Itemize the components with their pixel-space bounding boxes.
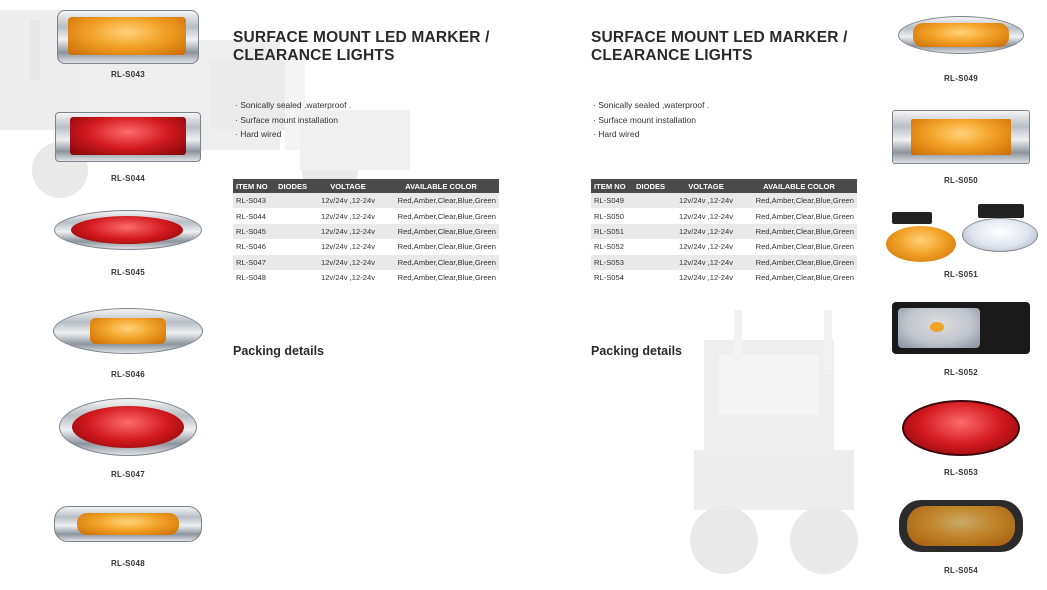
cell-diodes [633,239,671,254]
cell-diodes [633,255,671,270]
cell-diodes [633,224,671,239]
product-rl-s045 [48,210,208,277]
led-icon [930,322,944,332]
product-rl-s050 [881,110,1041,185]
marker-light-image [899,500,1023,552]
marker-light-image [54,506,202,542]
product-label: RL-S052 [943,368,979,377]
cell-color: Red,Amber,Clear,Blue,Green [397,242,496,252]
red-lens-icon [71,216,183,244]
cell-item-no: RL-S052 [594,242,624,252]
cell-color: Red,Amber,Clear,Blue,Green [755,211,854,221]
packing-details-heading: Packing details [591,344,683,358]
packing-details-heading: Packing details [233,344,325,358]
red-lens-icon [72,406,184,448]
table-row [591,193,857,208]
cell-diodes [275,208,313,223]
cell-item-no: RL-S046 [236,242,266,252]
cell-item-no: RL-S043 [233,193,275,208]
clear-lens-icon [962,218,1038,252]
product-rl-s051 [881,204,1041,279]
cell-color: Red,Amber,Clear,Blue,Green [755,273,854,283]
product-rl-s046 [48,308,208,379]
table-row [591,239,857,254]
cell-voltage: 12v/24v ,12-24v [313,255,383,270]
product-label: RL-S043 [110,70,146,79]
feature-item: · Hard wired [235,127,351,142]
product-label: RL-S047 [110,470,146,479]
feature-item: · Sonically sealed ,waterproof . [235,98,351,113]
cell-voltage: 12v/24v ,12-24v [313,193,383,208]
cell-item-no: RL-S044 [236,211,266,221]
amber-lens-icon [907,506,1015,546]
cell-color: Red,Amber,Clear,Blue,Green [397,273,496,283]
column-header-diodes: DIODES [275,179,313,193]
product-label: RL-S044 [110,174,146,183]
marker-light-image [54,210,202,250]
cell-color: Red,Amber,Clear,Blue,Green [741,193,857,208]
cell-item-no: RL-S051 [591,224,633,239]
product-rl-s053 [881,400,1041,477]
column-header-item-no: ITEM NO [591,179,633,193]
cell-voltage: 12v/24v ,12-24v [320,211,376,221]
marker-light-image [57,10,199,64]
spec-table [591,179,857,285]
table-row [233,255,499,270]
table-header-row [591,179,857,193]
spec-table [233,179,499,285]
cell-voltage: 12v/24v ,12-24v [320,242,376,252]
cell-diodes [275,193,313,208]
product-label: RL-S053 [943,468,979,477]
product-label: RL-S049 [943,74,979,83]
amber-lens-icon [77,513,179,535]
table-row [591,255,857,270]
table-row [233,270,499,285]
cell-diodes [275,270,313,285]
feature-item: · Hard wired [593,127,709,142]
feature-item: · Surface mount installation [235,113,351,128]
feature-list [235,98,351,142]
cell-voltage: 12v/24v ,12-24v [320,273,376,283]
truck-background-image [674,300,894,590]
cell-color: Red,Amber,Clear,Blue,Green [383,255,499,270]
marker-light-image-pair [886,204,1036,264]
product-rl-s052 [881,302,1041,377]
product-label: RL-S048 [110,559,146,568]
product-label: RL-S045 [110,268,146,277]
amber-lens-icon [913,23,1009,47]
page-title-line-2: CLEARANCE LIGHTS [591,47,753,64]
marker-light-image [902,400,1020,456]
product-rl-s054 [881,500,1041,575]
cell-item-no: RL-S048 [236,273,266,283]
cell-diodes [633,193,671,208]
feature-item: · Sonically sealed ,waterproof . [593,98,709,113]
cell-color: Red,Amber,Clear,Blue,Green [397,211,496,221]
table-row [233,239,499,254]
marker-light-image [898,16,1024,54]
cell-item-no: RL-S049 [591,193,633,208]
column-header-item-no: ITEM NO [233,179,275,193]
cell-voltage: 12v/24v ,12-24v [671,255,741,270]
amber-lens-icon [911,119,1011,155]
cell-diodes [633,208,671,223]
cell-voltage: 12v/24v ,12-24v [678,211,734,221]
feature-list [593,98,709,142]
cell-diodes [275,239,313,254]
cell-color: Red,Amber,Clear,Blue,Green [741,224,857,239]
cell-item-no: RL-S053 [591,255,633,270]
product-label: RL-S050 [943,176,979,185]
cell-voltage: 12v/24v ,12-24v [678,242,734,252]
cell-color: Red,Amber,Clear,Blue,Green [383,224,499,239]
page-title-line-2: CLEARANCE LIGHTS [233,47,395,64]
cell-item-no: RL-S054 [594,273,624,283]
cell-voltage: 12v/24v ,12-24v [671,193,741,208]
product-rl-s049 [881,16,1041,83]
column-header-voltage: VOLTAGE [671,179,741,193]
column-header-available-color: AVAILABLE COLOR [741,179,857,193]
table-row [233,224,499,239]
product-rl-s047 [48,398,208,479]
cell-item-no: RL-S045 [233,224,275,239]
page-title [233,29,490,65]
table-row [591,208,857,223]
product-label: RL-S054 [943,566,979,575]
table-row [233,208,499,223]
column-header-available-color: AVAILABLE COLOR [383,179,499,193]
table-row [233,193,499,208]
left-page [0,0,523,590]
marker-light-image [55,112,201,162]
marker-light-image [53,308,203,354]
cell-voltage: 12v/24v ,12-24v [313,224,383,239]
cell-item-no: RL-S050 [594,211,624,221]
amber-lens-icon [68,17,186,55]
cell-color: Red,Amber,Clear,Blue,Green [755,242,854,252]
table-header-row [233,179,499,193]
page-title-line-1: SURFACE MOUNT LED MARKER / [591,29,848,46]
product-rl-s044 [48,112,208,183]
amber-lens-icon [886,226,956,262]
product-rl-s048 [48,506,208,568]
cell-diodes [633,270,671,285]
product-label: RL-S046 [110,370,146,379]
cell-voltage: 12v/24v ,12-24v [678,273,734,283]
feature-item: · Surface mount installation [593,113,709,128]
cell-voltage: 12v/24v ,12-24v [671,224,741,239]
marker-light-image [892,110,1030,164]
marker-light-image [892,302,1030,354]
cell-diodes [275,224,313,239]
column-header-voltage: VOLTAGE [313,179,383,193]
cell-diodes [275,255,313,270]
product-label: RL-S051 [943,270,979,279]
right-page [524,0,1047,590]
black-bracket-icon [892,212,932,224]
page-title-line-1: SURFACE MOUNT LED MARKER / [233,29,490,46]
table-row [591,270,857,285]
cell-color: Red,Amber,Clear,Blue,Green [383,193,499,208]
column-header-diodes: DIODES [633,179,671,193]
cell-item-no: RL-S047 [233,255,275,270]
page-title [591,29,848,65]
product-rl-s043 [48,10,208,79]
table-row [591,224,857,239]
marker-light-image [59,398,197,456]
red-lens-icon [70,117,186,155]
amber-lens-icon [90,318,166,344]
cell-color: Red,Amber,Clear,Blue,Green [741,255,857,270]
black-bracket-icon [978,204,1024,218]
